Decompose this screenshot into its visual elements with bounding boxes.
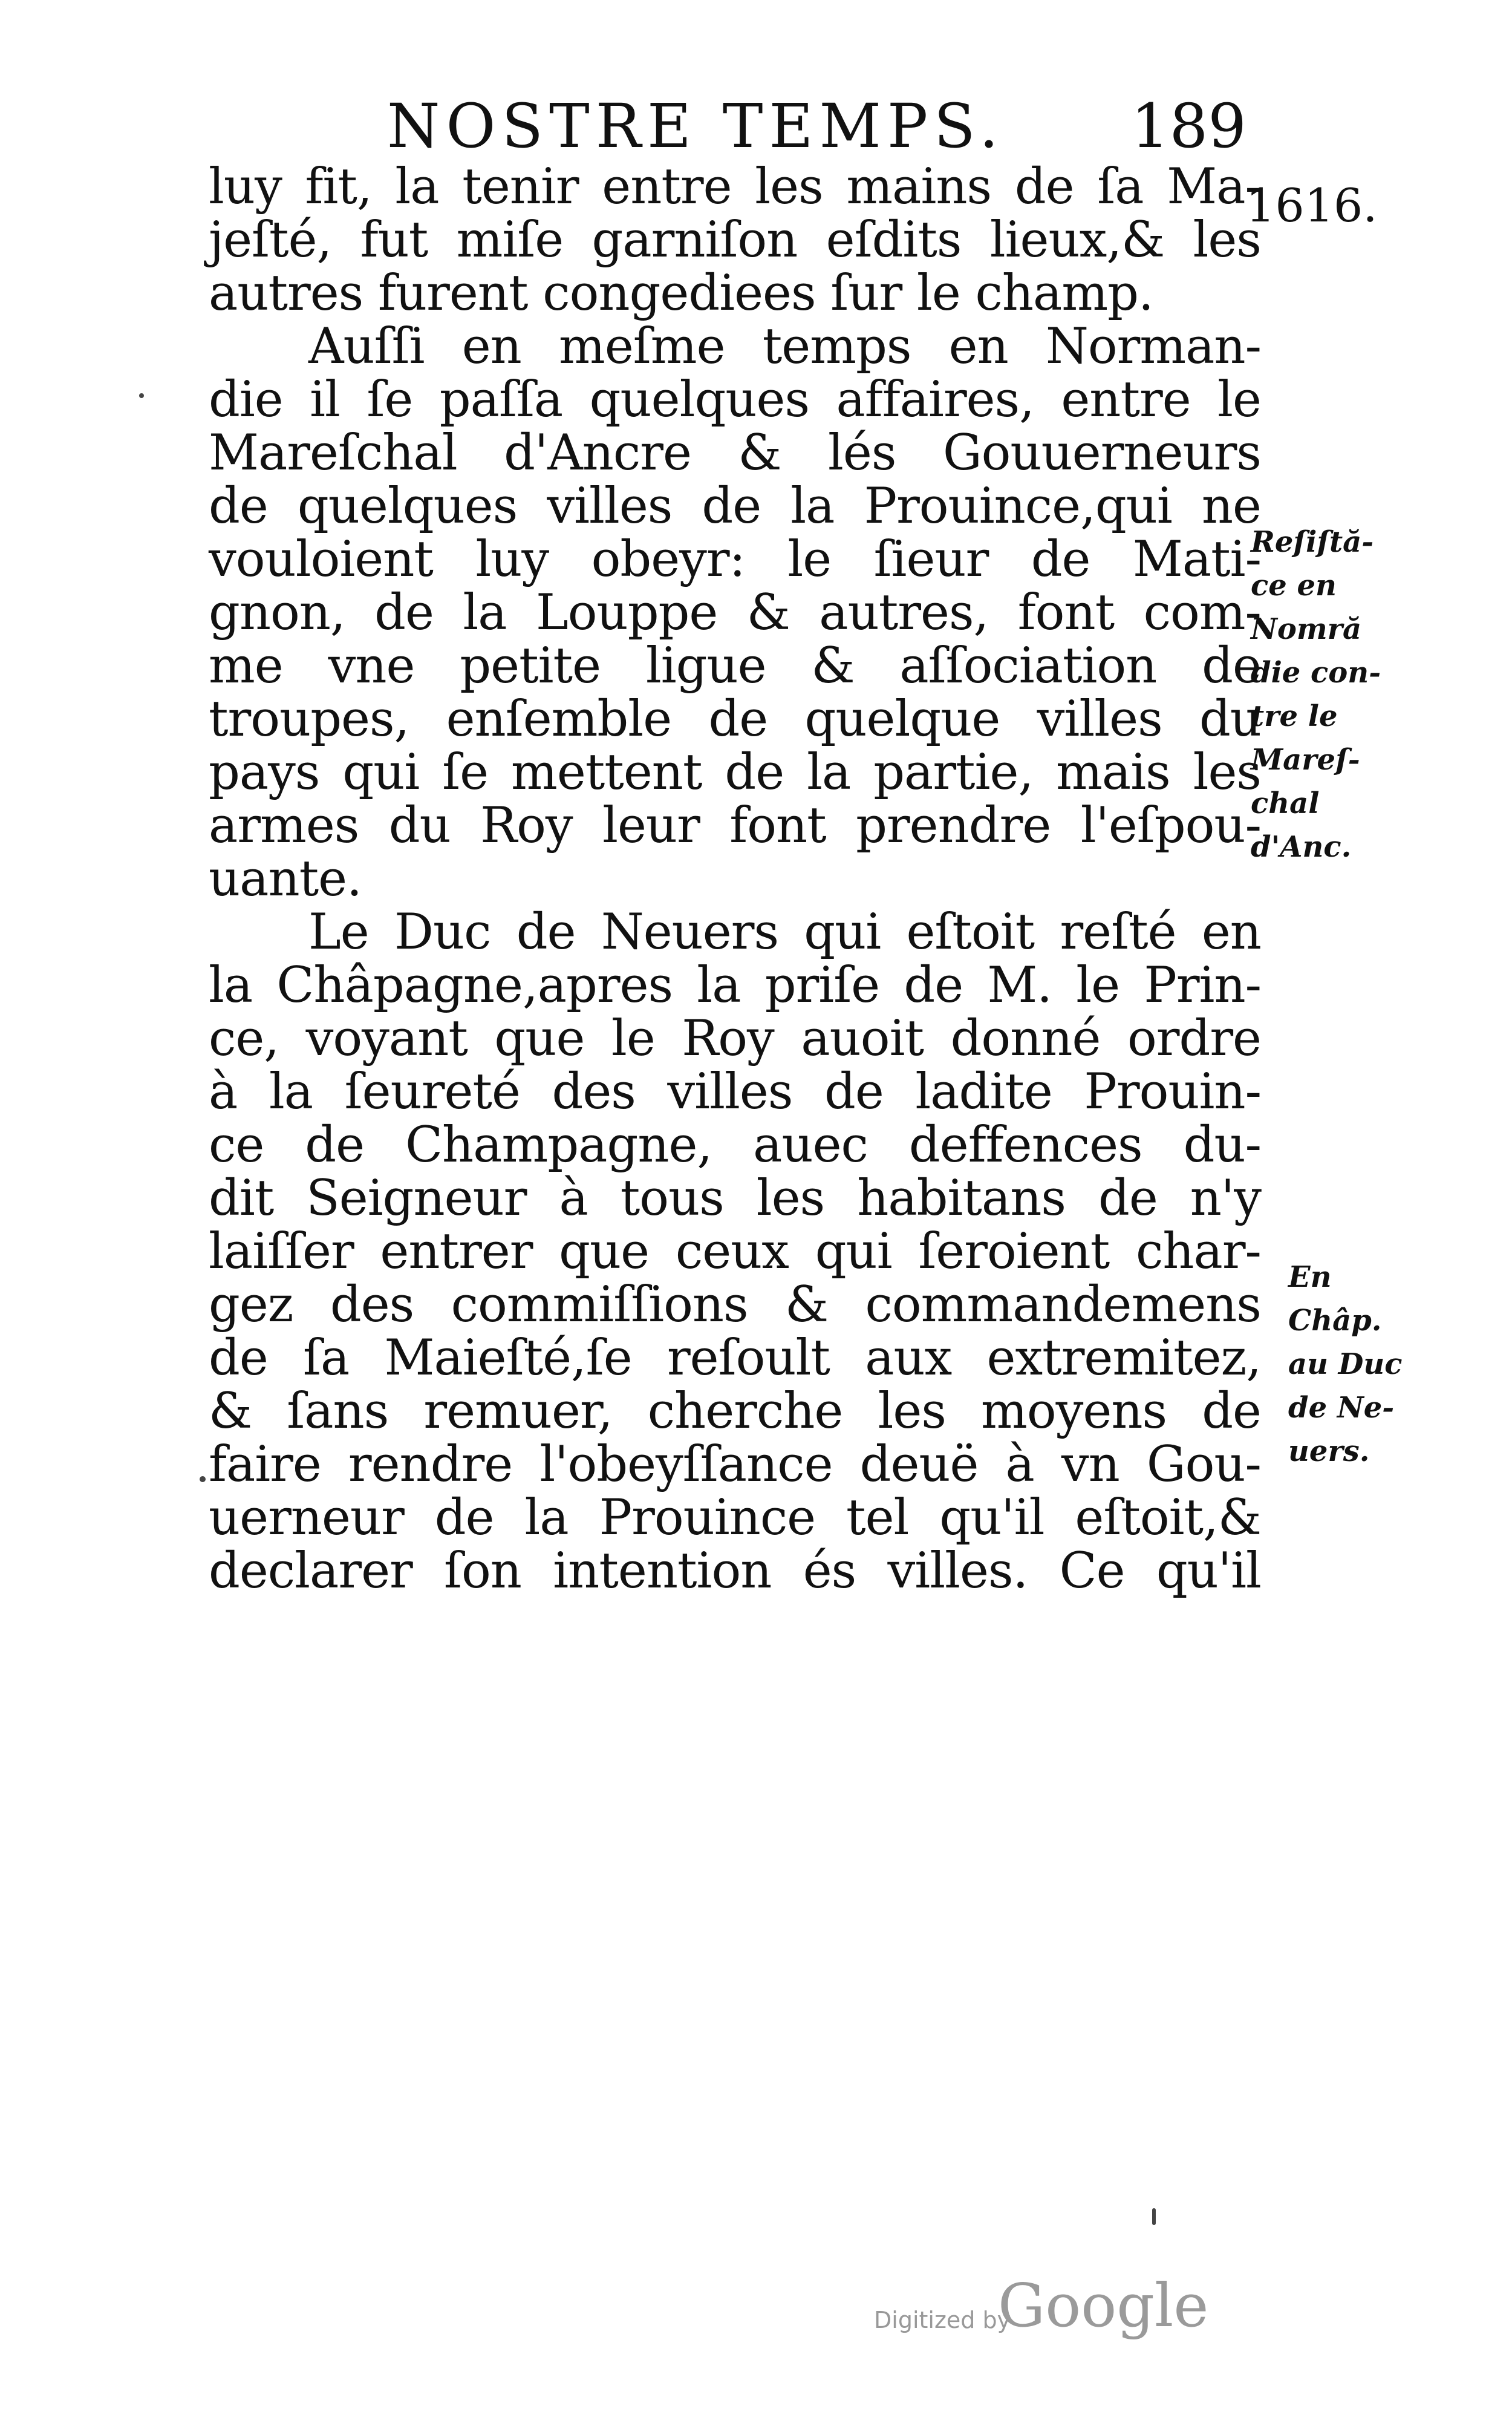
text-line: [209, 267, 1261, 320]
text-line: [209, 160, 1261, 214]
word: entrer: [380, 1223, 533, 1280]
text-line: [209, 1225, 1261, 1278]
word: à: [559, 1170, 588, 1227]
marginal-note-resistance: [1251, 520, 1381, 869]
word: petite: [460, 638, 601, 695]
word: les: [756, 1170, 825, 1227]
word: congediees: [543, 265, 831, 322]
word: Seigneur: [306, 1170, 527, 1227]
word: entre: [602, 159, 732, 215]
text-line: [209, 1385, 1261, 1438]
word: troupes,: [209, 691, 409, 748]
word: die: [209, 371, 283, 428]
word: de: [1098, 1170, 1158, 1227]
word: mais: [1056, 744, 1170, 801]
word: deffences: [908, 1117, 1142, 1174]
word: commiſſions: [451, 1276, 748, 1333]
marginal-note-line: ce en: [1251, 569, 1337, 603]
word: de: [305, 1117, 365, 1174]
word: obeyr:: [591, 531, 745, 588]
word: de: [824, 1064, 884, 1120]
word: aux: [865, 1330, 952, 1387]
word: ladite: [915, 1064, 1052, 1120]
word: Duc: [394, 904, 491, 961]
text-line: [209, 639, 1261, 693]
word: auec: [753, 1117, 868, 1174]
running-header: [387, 91, 1427, 169]
word: Mati-: [1132, 531, 1261, 588]
word: le: [1217, 371, 1261, 428]
word: Gouuerneurs: [942, 425, 1261, 482]
word: gez: [209, 1276, 293, 1333]
marginal-note-line: Reſiſtă-: [1251, 525, 1374, 559]
word: lieux,&: [989, 212, 1165, 269]
word: és: [803, 1543, 856, 1600]
ink-speck: [139, 393, 144, 398]
word: la: [790, 478, 835, 535]
word: Norman-: [1045, 318, 1261, 375]
word: ceux: [675, 1223, 789, 1280]
word: laiſſer: [209, 1223, 354, 1280]
word: Gou-: [1146, 1436, 1261, 1493]
ink-speck: [200, 1476, 206, 1482]
word: Le: [308, 904, 369, 961]
word: Roy: [480, 797, 573, 854]
word: villes.: [887, 1543, 1028, 1600]
word: pays: [209, 744, 320, 801]
word: deuë: [859, 1436, 979, 1493]
word: Mareſchal: [209, 425, 457, 482]
marginal-note-line: Nomră: [1251, 612, 1362, 646]
word: vouloient: [209, 531, 433, 588]
text-line: [209, 533, 1261, 586]
body-text: [209, 160, 1261, 1598]
word: aſſociation: [899, 638, 1157, 695]
word: ſeroient: [918, 1223, 1110, 1280]
text-line: [209, 906, 1261, 959]
page-number: 189: [1131, 91, 1246, 162]
word: ſon: [444, 1543, 521, 1600]
word: n'y: [1190, 1170, 1261, 1227]
word: eſdits: [826, 212, 962, 269]
word: com-: [1143, 584, 1261, 641]
word: ſur: [830, 265, 917, 322]
word: commandemens: [865, 1276, 1261, 1333]
word: entre: [1061, 371, 1191, 428]
word: ſieur: [873, 531, 989, 588]
word: qui: [342, 744, 420, 801]
word: que: [494, 1010, 585, 1067]
marginal-note-line: En: [1288, 1260, 1332, 1294]
text-line: [209, 1438, 1261, 1491]
word: voyant: [305, 1010, 468, 1067]
word: uante.: [209, 851, 362, 907]
word: declarer: [209, 1543, 412, 1600]
word: furent: [377, 265, 543, 322]
word: de: [516, 904, 576, 961]
marginal-note-line: tre le: [1251, 699, 1338, 733]
marginal-note-line: Mareſ-: [1251, 743, 1360, 777]
word: qui: [815, 1223, 892, 1280]
word: vne: [328, 638, 415, 695]
word: luy: [209, 159, 282, 215]
word: rendre: [348, 1436, 513, 1493]
word: d'Ancre: [504, 425, 691, 482]
word: Louppe: [535, 584, 718, 641]
word: M.: [987, 957, 1052, 1014]
word: auoit: [801, 1010, 924, 1067]
word: la: [269, 1064, 313, 1120]
word: la: [697, 957, 741, 1014]
word: &: [209, 1383, 252, 1440]
word: du-: [1183, 1117, 1261, 1174]
text-line: [209, 1065, 1261, 1119]
word: ſa: [303, 1330, 350, 1387]
word: le: [916, 265, 976, 322]
word: habitans: [857, 1170, 1066, 1227]
word: garniſon: [591, 212, 798, 269]
word: mettent: [511, 744, 702, 801]
word: luy: [475, 531, 549, 588]
word: miſe: [456, 212, 564, 269]
word: à: [209, 1064, 238, 1120]
word: villes: [1037, 691, 1162, 748]
word: l'obeyſſance: [539, 1436, 833, 1493]
word: les: [755, 159, 823, 215]
word: qu'il: [1156, 1543, 1261, 1600]
word: &: [811, 638, 855, 695]
word: à: [1005, 1436, 1034, 1493]
marginal-note-line: chal: [1251, 786, 1320, 820]
word: char-: [1136, 1223, 1261, 1280]
word: &: [784, 1276, 829, 1333]
margin-year: 1616.: [1246, 178, 1378, 232]
word: mains: [846, 159, 992, 215]
word: de: [1202, 638, 1261, 695]
word: la: [209, 957, 253, 1014]
word: ſeureté: [344, 1064, 520, 1120]
watermark-prefix: Digitized by: [874, 2307, 1011, 2333]
word: quelques: [297, 478, 518, 535]
word: paſſa: [439, 371, 563, 428]
word: donné: [950, 1010, 1101, 1067]
word: fut: [360, 212, 428, 269]
word: de: [1031, 531, 1090, 588]
text-line: [209, 1332, 1261, 1385]
word: quelques: [589, 371, 810, 428]
word: Ce: [1059, 1543, 1125, 1600]
word: ſans: [287, 1383, 389, 1440]
word: la: [524, 1489, 569, 1546]
word: autres: [209, 265, 378, 322]
word: il: [310, 371, 340, 428]
text-line: [209, 320, 1261, 373]
word: cherche: [647, 1383, 843, 1440]
word: eſtoit,&: [1075, 1489, 1261, 1546]
word: l'eſpou-: [1080, 797, 1261, 854]
word: Neuers: [601, 904, 779, 961]
ink-speck: [1152, 2208, 1156, 2225]
text-line: [209, 1278, 1261, 1332]
word: intention: [553, 1543, 772, 1600]
word: quelque: [804, 691, 1000, 748]
word: villes: [547, 478, 673, 535]
word: Champagne,: [405, 1117, 712, 1174]
text-line: [209, 586, 1261, 639]
marginal-note-line: au Duc: [1288, 1347, 1403, 1381]
word: tel: [846, 1489, 909, 1546]
word: des: [330, 1276, 414, 1333]
word: de: [725, 744, 784, 801]
marginal-note-line: uers.: [1288, 1434, 1370, 1468]
text-line: [209, 1119, 1261, 1172]
google-watermark: [874, 2272, 1213, 2344]
text-line: [209, 214, 1261, 267]
word: champ.: [975, 265, 1153, 322]
word: &: [738, 425, 781, 482]
word: de: [434, 1489, 494, 1546]
word: affaires,: [836, 371, 1034, 428]
text-line: [209, 373, 1261, 427]
word: villes: [667, 1064, 793, 1120]
word: le: [1076, 957, 1120, 1014]
text-line: [209, 480, 1261, 533]
word: &: [746, 584, 790, 641]
marginal-note-line: d'Anc.: [1251, 830, 1352, 864]
text-line: [209, 693, 1261, 746]
word: ordre: [1127, 1010, 1261, 1067]
word: gnon,: [209, 584, 345, 641]
word: ce,: [209, 1010, 279, 1067]
word: Prouince: [599, 1489, 816, 1546]
word: extremitez,: [986, 1330, 1261, 1387]
word: uerneur: [209, 1489, 404, 1546]
word: que: [559, 1223, 650, 1280]
word: prendre: [856, 797, 1051, 854]
text-line: [209, 852, 1261, 906]
word: ne: [1201, 478, 1261, 535]
text-line: [209, 1491, 1261, 1544]
word: de: [904, 957, 963, 1014]
word: de: [1014, 159, 1074, 215]
text-line: [209, 1012, 1261, 1065]
text-line: [209, 746, 1261, 799]
word: la: [395, 159, 439, 215]
running-title: NOSTRE TEMPS.: [387, 91, 1005, 162]
word: les: [1193, 744, 1261, 801]
word: la: [807, 744, 851, 801]
word: la: [463, 584, 507, 641]
word: en: [461, 318, 521, 375]
word: Prin-: [1144, 957, 1261, 1014]
google-logo: Google: [998, 2272, 1209, 2341]
word: qu'il: [939, 1489, 1044, 1546]
word: faire: [209, 1436, 321, 1493]
word: de: [1202, 1383, 1261, 1440]
word: le: [611, 1010, 655, 1067]
word: de: [708, 691, 768, 748]
marginal-note-line: de Ne-: [1288, 1391, 1395, 1425]
text-line: [209, 1544, 1261, 1598]
word: Ma-: [1167, 159, 1261, 215]
word: vn: [1061, 1436, 1119, 1493]
word: enſemble: [446, 691, 672, 748]
word: font: [729, 797, 826, 854]
word: ce: [209, 1117, 264, 1174]
word: jeſté,: [209, 212, 332, 269]
word: remuer,: [423, 1383, 613, 1440]
word: Prouince,qui: [864, 478, 1172, 535]
word: les: [878, 1383, 946, 1440]
text-line: [209, 799, 1261, 852]
word: Châpagne,apres: [276, 957, 673, 1014]
word: en: [948, 318, 1008, 375]
word: de: [702, 478, 761, 535]
word: ligue: [645, 638, 766, 695]
marginal-note-line: Châp.: [1288, 1304, 1382, 1338]
word: font: [1017, 584, 1115, 641]
word: Roy: [682, 1010, 774, 1067]
marginal-note-champagne: [1288, 1255, 1402, 1473]
word: fit,: [305, 159, 372, 215]
word: le: [787, 531, 832, 588]
word: eſtoit: [906, 904, 1035, 961]
word: priſe: [764, 957, 880, 1014]
word: tous: [620, 1170, 724, 1227]
word: tenir: [462, 159, 579, 215]
word: autres,: [819, 584, 989, 641]
word: dit: [209, 1170, 274, 1227]
word: en: [1201, 904, 1261, 961]
word: les: [1193, 212, 1261, 269]
word: ſe: [442, 744, 489, 801]
word: reſoult: [666, 1330, 830, 1387]
word: qui: [804, 904, 881, 961]
word: leur: [602, 797, 700, 854]
text-line: [209, 959, 1261, 1012]
word: ſe: [367, 371, 413, 428]
word: de: [209, 478, 268, 535]
word: reſté: [1060, 904, 1176, 961]
word: moyens: [981, 1383, 1167, 1440]
word: me: [209, 638, 283, 695]
word: lés: [828, 425, 896, 482]
word: des: [552, 1064, 636, 1120]
word: ſa: [1097, 159, 1144, 215]
word: armes: [209, 797, 359, 854]
word: Maieſté,ſe: [384, 1330, 632, 1387]
text-line: [209, 427, 1261, 480]
marginal-note-line: die con-: [1251, 656, 1381, 690]
word: Auſſi: [308, 318, 425, 375]
word: partie,: [873, 744, 1034, 801]
word: Prouin-: [1084, 1064, 1261, 1120]
word: du: [1199, 691, 1261, 748]
word: temps: [762, 318, 911, 375]
text-line: [209, 1172, 1261, 1225]
word: de: [374, 584, 434, 641]
word: de: [209, 1330, 268, 1387]
word: meſme: [559, 318, 725, 375]
word: du: [388, 797, 451, 854]
